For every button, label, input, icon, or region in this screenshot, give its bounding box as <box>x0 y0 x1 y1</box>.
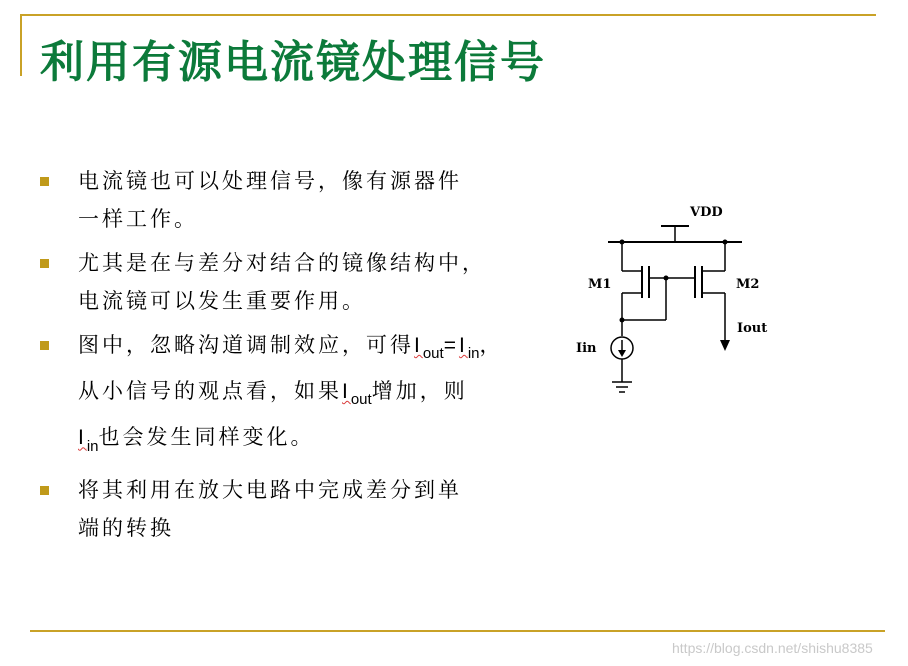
slide-title: 利用有源电流镜处理信号 <box>40 37 546 88</box>
bullet-line <box>78 372 538 418</box>
symbol-letter: I <box>414 334 423 357</box>
top-divider <box>20 14 876 16</box>
bullet-line: 电流镜也可以处理信号，像有源器件 <box>78 169 462 193</box>
symbol-iout <box>342 380 372 409</box>
bullet-line: 尤其是在与差分对结合的镜像结构中， <box>78 251 486 275</box>
bullet-list <box>38 162 538 553</box>
bullet-square-icon <box>40 341 49 350</box>
symbol-subscript: in <box>467 345 480 363</box>
symbol-iout <box>414 334 444 363</box>
m1-label: M1 <box>588 277 612 292</box>
bullet-square-icon <box>40 486 49 495</box>
bottom-divider <box>30 630 885 632</box>
symbol-iin <box>458 334 480 363</box>
symbol-iin <box>78 426 99 455</box>
bullet-line: 电流镜可以发生重要作用。 <box>78 289 366 313</box>
symbol-letter: I <box>458 334 468 357</box>
symbol-letter: I <box>78 426 87 450</box>
bullet-line: 端的转换 <box>78 515 174 540</box>
m2-label: M2 <box>736 277 760 292</box>
iout-label: Iout <box>737 321 768 336</box>
bullet-text: 从小信号的观点看，如果 <box>78 379 342 404</box>
bullet-square-icon <box>40 259 49 268</box>
current-source-arrow-head <box>618 350 626 357</box>
vdd-label: VDD <box>690 205 723 220</box>
symbol-subscript: out <box>350 391 372 409</box>
bullet-item <box>38 244 538 320</box>
equals-sign: = <box>443 334 459 357</box>
bullet-text: 也会发生同样变化。 <box>98 425 315 450</box>
iin-label: Iin <box>576 341 597 356</box>
watermark: https://blog.csdn.net/shishu8385 <box>672 640 873 656</box>
bullet-item <box>38 471 538 547</box>
bullet-line: 将其利用在放大电路中完成差分到单 <box>78 477 462 502</box>
bullet-line <box>78 326 538 372</box>
bullet-item <box>38 162 538 238</box>
bullet-text: 图中，忽略沟道调制效应，可得 <box>78 333 414 357</box>
symbol-letter: I <box>342 380 351 404</box>
bullet-text: 增加，则 <box>371 379 468 404</box>
bullet-item <box>38 326 538 465</box>
symbol-subscript: in <box>86 437 99 455</box>
current-mirror-circuit <box>570 196 770 406</box>
bullet-line: 一样工作。 <box>78 207 198 231</box>
bullet-square-icon <box>40 177 49 186</box>
bullet-line <box>78 418 538 464</box>
punctuation: ， <box>479 333 504 357</box>
left-divider <box>20 14 22 76</box>
symbol-subscript: out <box>422 345 444 363</box>
iout-arrow-icon <box>720 340 730 351</box>
